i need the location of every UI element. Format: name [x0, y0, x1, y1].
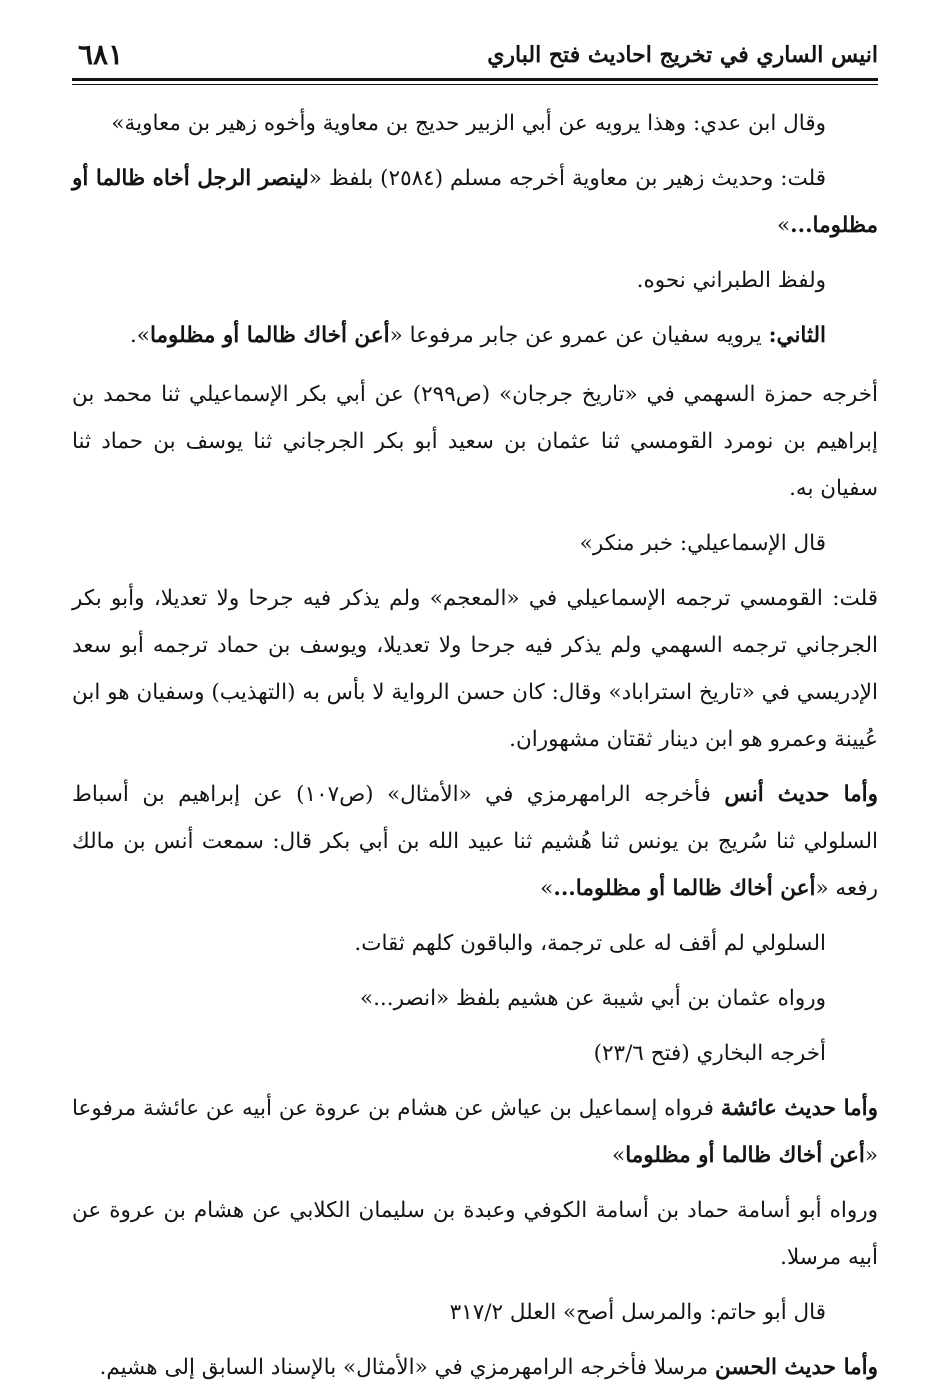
- paragraph: [72, 155, 878, 249]
- text-segment: قال أبو حاتم: والمرسل أصح» العلل ٣١٧/٢: [449, 1300, 826, 1325]
- paragraph: [72, 257, 878, 304]
- bold-text-segment: أعن أخاك ظالما أو مظلوما: [625, 1143, 865, 1168]
- text-segment: قلت: القومسي ترجمه الإسماعيلي في «المعجم» ولم يذكر فيه جرحا ولا تعديلا، وأبو بكر الجرجاني ترجمه السهمي ولم يذكر فيه جرحا ولا تعديلا، ويوسف بن حماد ترجمه أبو سعد الإدريسي في «تاريخ استراباد» وقال: كان حسن الرواية لا بأس به (التهذيب) وسفيان هو ابن عُيينة وعمرو هو ابن دينار ثقتان مشهوران.: [72, 586, 878, 752]
- text-segment: السلولي لم أقف له على ترجمة، والباقون كلهم ثقات.: [354, 931, 826, 956]
- text-segment: أخرجه البخاري (فتح ٢٣/٦): [593, 1041, 826, 1066]
- running-title: انيس الساري في تخريج احاديث فتح الباري: [487, 42, 878, 68]
- text-segment: »: [540, 876, 554, 901]
- paragraph: [72, 100, 878, 147]
- bold-text-segment: وأما حديث أنس: [724, 782, 878, 807]
- paragraph: [72, 920, 878, 967]
- paragraph: [72, 1030, 878, 1077]
- bold-text-segment: الثاني:: [768, 323, 826, 348]
- text-segment: »: [612, 1143, 626, 1168]
- paragraph: [72, 575, 878, 763]
- paragraph: [72, 1289, 878, 1336]
- text-segment: »: [776, 213, 791, 238]
- page-number: ٦٨١: [78, 38, 124, 71]
- paragraph: [72, 1085, 878, 1179]
- text-segment: قلت: وحديث زهير بن معاوية أخرجه مسلم (٢٥٨٤) بلفظ «: [308, 166, 826, 191]
- text-segment: قال الإسماعيلي: خبر منكر»: [579, 531, 826, 556]
- paragraph: [72, 771, 878, 912]
- body-text: [72, 100, 878, 1399]
- text-segment: ورواه أبو أسامة حماد بن أسامة الكوفي وعبدة بن سليمان الكلابي عن هشام بن عروة عن أبيه مرسلا.: [72, 1198, 878, 1270]
- text-segment: فرواه إسماعيل بن عياش عن هشام بن عروة عن أبيه عن عائشة مرفوعا «: [72, 1096, 878, 1168]
- bold-text-segment: وأما حديث الحسن: [714, 1355, 878, 1380]
- paragraph: [72, 520, 878, 567]
- paragraph: [72, 975, 878, 1022]
- bold-text-segment: أعن أخاك ظالما أو مظلوما...: [553, 876, 816, 901]
- text-segment: مرسلا فأخرجه الرامهرمزي في «الأمثال» بالإسناد السابق إلى هشيم.: [99, 1355, 715, 1380]
- text-segment: ».: [129, 323, 150, 348]
- paragraph: [72, 312, 878, 359]
- bold-text-segment: أعن أخاك ظالما أو مظلوما: [149, 323, 390, 348]
- text-segment: أخرجه حمزة السهمي في «تاريخ جرجان» (ص٢٩٩) عن أبي بكر الإسماعيلي ثنا محمد بن إبراهيم بن نومرد القومسي ثنا عثمان بن سعيد أبو بكر الجرجاني ثنا يوسف بن حماد ثنا سفيان به.: [72, 382, 878, 501]
- paragraph: [72, 371, 878, 512]
- text-segment: وقال ابن عدي: وهذا يرويه عن أبي الزبير حديج بن معاوية وأخوه زهير بن معاوية»: [111, 111, 826, 136]
- text-segment: ورواه عثمان بن أبي شيبة عن هشيم بلفظ «انصر...»: [359, 986, 826, 1011]
- paragraph: [72, 1187, 878, 1281]
- bold-text-segment: وأما حديث عائشة: [720, 1096, 878, 1121]
- running-header: [72, 36, 878, 88]
- text-segment: فأخرجه الرامهرمزي في «الأمثال» (ص١٠٧) عن إبراهيم بن أسباط السلولي ثنا سُريج بن يونس ثنا هُشيم ثنا عبيد الله بن أبي بكر قال: سمعت أنس بن مالك رفعه «: [72, 782, 878, 901]
- header-rule: [72, 78, 878, 85]
- bold-text-segment: لينصر الرجل أخاه ظالما أو مظلوما...: [72, 166, 878, 238]
- text-segment: ولفظ الطبراني نحوه.: [636, 268, 826, 293]
- text-segment: يرويه سفيان عن عمرو عن جابر مرفوعا «: [389, 323, 769, 348]
